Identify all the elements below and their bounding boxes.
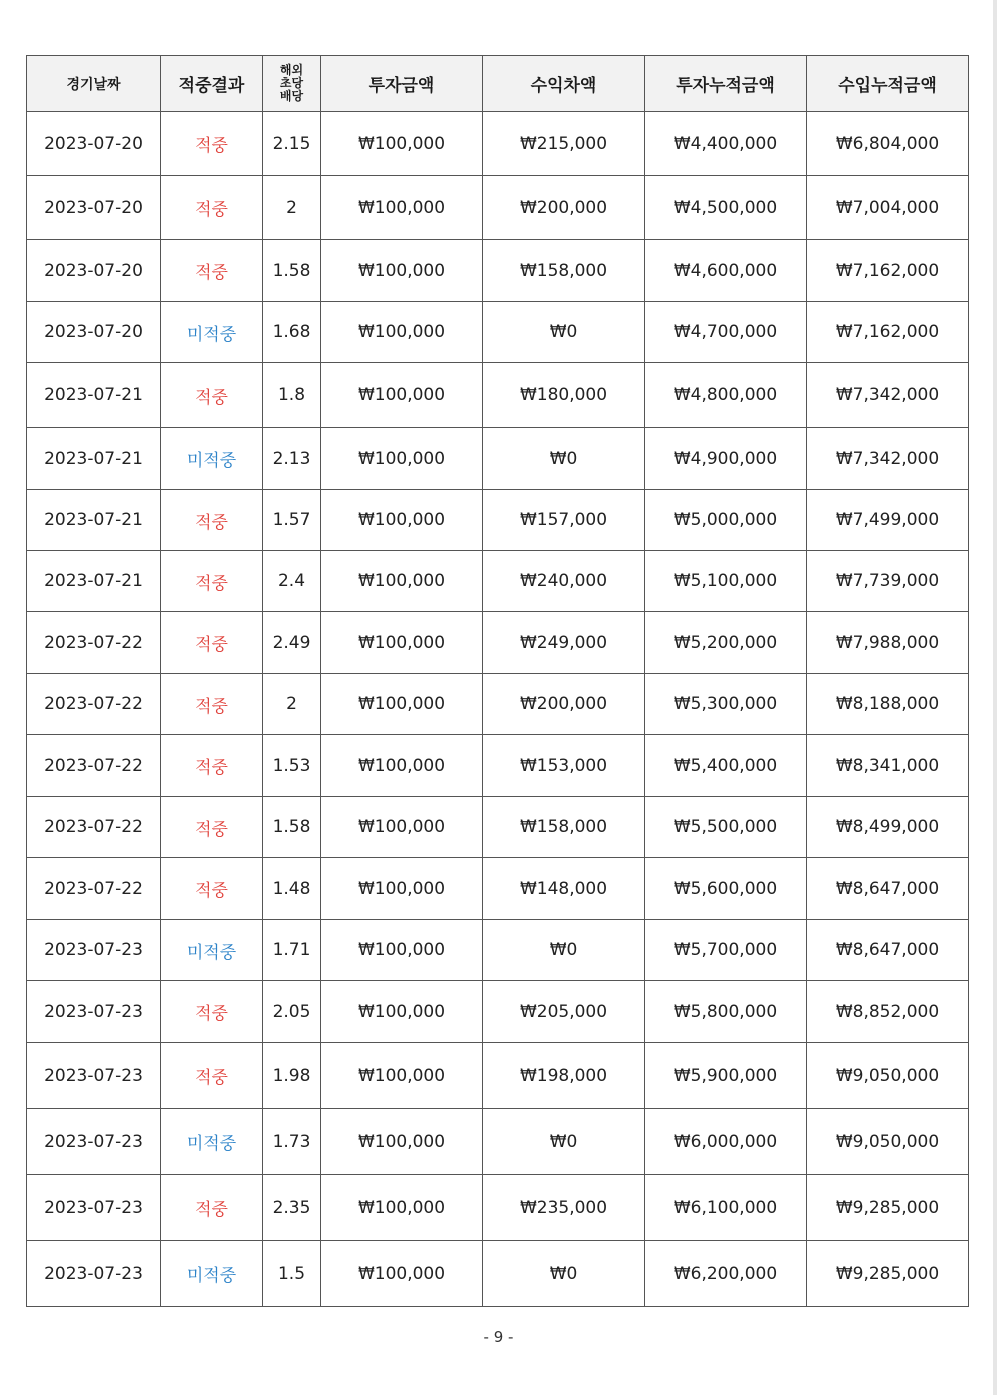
cell-odds: 1.8	[263, 363, 321, 428]
cell-profit: ₩215,000	[483, 112, 645, 176]
cell-cumulative-income: ₩9,050,000	[807, 1043, 969, 1109]
cell-cumulative-income: ₩8,188,000	[807, 674, 969, 735]
cell-result: 미적중	[161, 302, 263, 363]
table-row	[27, 674, 969, 735]
cell-cumulative-investment: ₩6,100,000	[645, 1175, 807, 1241]
cell-profit: ₩180,000	[483, 363, 645, 428]
cell-investment: ₩100,000	[321, 1175, 483, 1241]
table-row	[27, 797, 969, 858]
cell-cumulative-investment: ₩5,500,000	[645, 797, 807, 858]
cell-profit: ₩158,000	[483, 797, 645, 858]
cell-cumulative-income: ₩8,499,000	[807, 797, 969, 858]
cell-odds: 1.57	[263, 490, 321, 551]
cell-cumulative-income: ₩7,342,000	[807, 428, 969, 490]
table-row	[27, 1109, 969, 1175]
cell-investment: ₩100,000	[321, 612, 483, 674]
cell-profit: ₩240,000	[483, 551, 645, 612]
cell-result: 적중	[161, 1175, 263, 1241]
cell-profit: ₩153,000	[483, 735, 645, 797]
header-result: 적중결과	[161, 56, 263, 112]
cell-date: 2023-07-21	[27, 428, 161, 490]
cell-investment: ₩100,000	[321, 112, 483, 176]
cell-cumulative-investment: ₩5,200,000	[645, 612, 807, 674]
cell-cumulative-investment: ₩5,600,000	[645, 858, 807, 920]
cell-result: 적중	[161, 176, 263, 240]
cell-cumulative-income: ₩7,342,000	[807, 363, 969, 428]
cell-result: 적중	[161, 240, 263, 302]
cell-cumulative-income: ₩7,739,000	[807, 551, 969, 612]
cell-date: 2023-07-22	[27, 735, 161, 797]
cell-profit: ₩235,000	[483, 1175, 645, 1241]
cell-cumulative-income: ₩8,647,000	[807, 858, 969, 920]
cell-investment: ₩100,000	[321, 735, 483, 797]
table-row	[27, 1043, 969, 1109]
cell-cumulative-investment: ₩6,000,000	[645, 1109, 807, 1175]
cell-profit: ₩0	[483, 428, 645, 490]
cell-cumulative-investment: ₩6,200,000	[645, 1241, 807, 1307]
page-edge	[993, 0, 997, 1395]
cell-investment: ₩100,000	[321, 363, 483, 428]
cell-date: 2023-07-22	[27, 674, 161, 735]
cell-odds: 2.49	[263, 612, 321, 674]
cell-result: 적중	[161, 363, 263, 428]
cell-result: 미적중	[161, 920, 263, 981]
cell-date: 2023-07-21	[27, 551, 161, 612]
cell-investment: ₩100,000	[321, 1109, 483, 1175]
cell-date: 2023-07-20	[27, 240, 161, 302]
cell-odds: 2.35	[263, 1175, 321, 1241]
cell-odds: 2.13	[263, 428, 321, 490]
cell-odds: 2	[263, 674, 321, 735]
cell-investment: ₩100,000	[321, 1043, 483, 1109]
cell-investment: ₩100,000	[321, 674, 483, 735]
cell-odds: 2.4	[263, 551, 321, 612]
cell-profit: ₩157,000	[483, 490, 645, 551]
cell-profit: ₩158,000	[483, 240, 645, 302]
cell-cumulative-investment: ₩5,100,000	[645, 551, 807, 612]
cell-date: 2023-07-21	[27, 490, 161, 551]
cell-investment: ₩100,000	[321, 240, 483, 302]
table-body	[27, 112, 969, 1307]
cell-date: 2023-07-22	[27, 612, 161, 674]
table-row	[27, 490, 969, 551]
cell-result: 미적중	[161, 1241, 263, 1307]
cell-profit: ₩0	[483, 302, 645, 363]
cell-profit: ₩205,000	[483, 981, 645, 1043]
cell-cumulative-income: ₩7,162,000	[807, 240, 969, 302]
cell-date: 2023-07-23	[27, 981, 161, 1043]
table-row	[27, 981, 969, 1043]
table-row	[27, 735, 969, 797]
header-cumulative-income: 수입누적금액	[807, 56, 969, 112]
cell-odds: 1.48	[263, 858, 321, 920]
cell-profit: ₩0	[483, 1241, 645, 1307]
cell-result: 적중	[161, 797, 263, 858]
cell-investment: ₩100,000	[321, 551, 483, 612]
cell-odds: 1.58	[263, 797, 321, 858]
table-row	[27, 612, 969, 674]
cell-cumulative-income: ₩7,988,000	[807, 612, 969, 674]
cell-odds: 1.71	[263, 920, 321, 981]
cell-cumulative-income: ₩9,050,000	[807, 1109, 969, 1175]
table-row	[27, 1241, 969, 1307]
header-cumulative-investment: 투자누적금액	[645, 56, 807, 112]
cell-cumulative-investment: ₩5,300,000	[645, 674, 807, 735]
cell-cumulative-investment: ₩4,500,000	[645, 176, 807, 240]
betting-ledger-table	[26, 55, 969, 1307]
cell-profit: ₩249,000	[483, 612, 645, 674]
cell-cumulative-investment: ₩4,600,000	[645, 240, 807, 302]
table-row	[27, 858, 969, 920]
cell-result: 미적중	[161, 1109, 263, 1175]
page-number: - 9 -	[483, 1328, 514, 1346]
cell-investment: ₩100,000	[321, 1241, 483, 1307]
header-odds-line3: 배당	[279, 89, 304, 103]
cell-investment: ₩100,000	[321, 428, 483, 490]
cell-cumulative-investment: ₩5,000,000	[645, 490, 807, 551]
cell-result: 적중	[161, 735, 263, 797]
cell-result: 적중	[161, 551, 263, 612]
header-odds-line1: 해외	[279, 63, 304, 77]
table-header	[27, 56, 969, 112]
cell-cumulative-investment: ₩4,400,000	[645, 112, 807, 176]
cell-profit: ₩200,000	[483, 176, 645, 240]
cell-result: 적중	[161, 490, 263, 551]
cell-result: 미적중	[161, 428, 263, 490]
cell-date: 2023-07-23	[27, 1109, 161, 1175]
table-row	[27, 363, 969, 428]
cell-date: 2023-07-21	[27, 363, 161, 428]
cell-odds: 2.05	[263, 981, 321, 1043]
header-odds-line2: 초당	[279, 76, 304, 90]
cell-cumulative-investment: ₩5,800,000	[645, 981, 807, 1043]
cell-cumulative-income: ₩9,285,000	[807, 1241, 969, 1307]
cell-result: 적중	[161, 1043, 263, 1109]
cell-cumulative-investment: ₩4,900,000	[645, 428, 807, 490]
cell-profit: ₩200,000	[483, 674, 645, 735]
table-row	[27, 302, 969, 363]
cell-profit: ₩0	[483, 1109, 645, 1175]
cell-date: 2023-07-22	[27, 797, 161, 858]
cell-odds: 2.15	[263, 112, 321, 176]
cell-investment: ₩100,000	[321, 302, 483, 363]
header-profit: 수익차액	[483, 56, 645, 112]
header-investment: 투자금액	[321, 56, 483, 112]
cell-date: 2023-07-20	[27, 176, 161, 240]
cell-investment: ₩100,000	[321, 176, 483, 240]
cell-cumulative-income: ₩9,285,000	[807, 1175, 969, 1241]
cell-odds: 1.53	[263, 735, 321, 797]
table-row	[27, 176, 969, 240]
cell-profit: ₩148,000	[483, 858, 645, 920]
header-row	[27, 56, 969, 112]
cell-cumulative-income: ₩7,499,000	[807, 490, 969, 551]
cell-date: 2023-07-20	[27, 112, 161, 176]
cell-odds: 2	[263, 176, 321, 240]
header-odds	[263, 56, 321, 112]
cell-cumulative-income: ₩8,341,000	[807, 735, 969, 797]
table-row	[27, 1175, 969, 1241]
cell-cumulative-investment: ₩4,800,000	[645, 363, 807, 428]
cell-result: 적중	[161, 612, 263, 674]
cell-cumulative-income: ₩7,162,000	[807, 302, 969, 363]
table-row	[27, 428, 969, 490]
cell-cumulative-income: ₩6,804,000	[807, 112, 969, 176]
header-date: 경기날짜	[27, 56, 161, 112]
cell-odds: 1.68	[263, 302, 321, 363]
cell-odds: 1.58	[263, 240, 321, 302]
cell-date: 2023-07-23	[27, 1241, 161, 1307]
cell-result: 적중	[161, 112, 263, 176]
table-row	[27, 112, 969, 176]
cell-cumulative-investment: ₩5,700,000	[645, 920, 807, 981]
cell-profit: ₩198,000	[483, 1043, 645, 1109]
cell-investment: ₩100,000	[321, 920, 483, 981]
cell-odds: 1.5	[263, 1241, 321, 1307]
cell-date: 2023-07-22	[27, 858, 161, 920]
cell-cumulative-income: ₩7,004,000	[807, 176, 969, 240]
cell-odds: 1.98	[263, 1043, 321, 1109]
cell-cumulative-investment: ₩4,700,000	[645, 302, 807, 363]
cell-result: 적중	[161, 858, 263, 920]
cell-cumulative-investment: ₩5,400,000	[645, 735, 807, 797]
cell-investment: ₩100,000	[321, 858, 483, 920]
cell-cumulative-investment: ₩5,900,000	[645, 1043, 807, 1109]
table-row	[27, 920, 969, 981]
cell-investment: ₩100,000	[321, 981, 483, 1043]
cell-cumulative-income: ₩8,647,000	[807, 920, 969, 981]
cell-investment: ₩100,000	[321, 797, 483, 858]
cell-date: 2023-07-23	[27, 1175, 161, 1241]
cell-date: 2023-07-23	[27, 920, 161, 981]
cell-investment: ₩100,000	[321, 490, 483, 551]
cell-result: 적중	[161, 981, 263, 1043]
cell-odds: 1.73	[263, 1109, 321, 1175]
cell-date: 2023-07-20	[27, 302, 161, 363]
cell-result: 적중	[161, 674, 263, 735]
table-row	[27, 240, 969, 302]
table-row	[27, 551, 969, 612]
cell-cumulative-income: ₩8,852,000	[807, 981, 969, 1043]
cell-profit: ₩0	[483, 920, 645, 981]
cell-date: 2023-07-23	[27, 1043, 161, 1109]
